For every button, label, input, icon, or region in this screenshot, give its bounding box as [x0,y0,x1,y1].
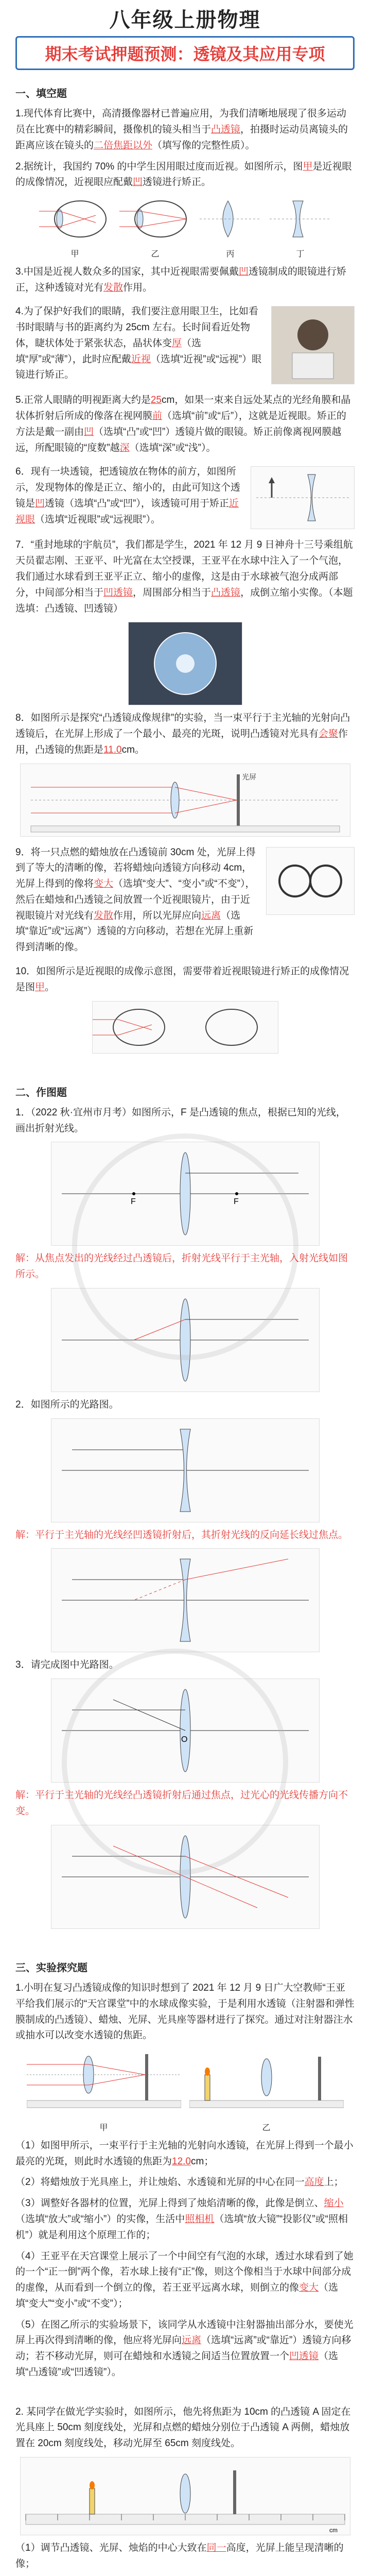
exp1-p5-answer-2: 凹透镜 [289,2351,319,2362]
exp1-fig-b [189,2049,344,2116]
question-6 [15,464,242,528]
exp2-p1-answer: 同一 [206,2542,226,2553]
q8-text-3: cm。 [121,744,145,755]
exp1-p3-text-e: （选填“放大镜”“投影仪”或“照相机”）就是利用这个原理工作的； [15,2213,348,2241]
draw2-lens-figure [51,1418,320,1522]
q7-text-3: ，成倒立缩小实像。（本题选填：凸透镜、凹透镜） [15,587,353,614]
draw3-answer-figure [51,1825,320,1929]
q7-text-2: ，周围部分相当于 [133,587,212,598]
q2-fig-a [39,196,111,261]
lens-diagram-c [200,196,261,242]
question-3 [15,264,355,296]
title-wrap [0,0,370,36]
exp1-p1-answer: 12.0 [172,2156,191,2167]
q4-text-1: 4.为了保护好我们的眼睛，我们要注意用眼卫生，比如看书时眼睛与书的距离约为 25cm 左右。长时间看近处物体，睫状体处于紧张状态，晶状体变 [15,306,258,349]
q2-fig-label-b: 乙 [151,249,160,259]
draw1-answer: 解：从焦点发出的光线经过凸透镜后，折射光线平行于主光轴，入射光线如图所示。 [15,1253,348,1280]
draw2-answer: 解：平行于主光轴的光线经凹透镜折射后，其折射光线的反向延长线过焦点。 [15,1529,348,1540]
q3-text-3: 作用。 [123,282,153,293]
exp2-optical-bench [20,2457,350,2535]
q3-answer-2: 发散 [103,282,124,293]
q5-text-3: （选填“前”或“后”），这就是近视眼。矫正的方法是戴一副由 [15,411,346,437]
q2-fig-label-d: 丁 [296,249,305,259]
draw2-answer-figure [51,1548,320,1652]
exp1-p3-text-c: （选填“放大”或“缩小”）的实像，生活中 [15,2213,185,2225]
reading-photo [271,306,355,384]
exp1-intro: 1.小明在复习凸透镜成像的知识时想到了 2021 年 12 月 9 日广大空教师“王亚平给我们展示的“天宫课堂”中的水球成像实验，于是利用水透镜（注射器和弹性膜制成的凸透镜）、蜡烛、光屏、光具座等器材进行了探究。通过对注射器注水或抽水可以改变水透镜的焦距。 [15,1982,355,2041]
exp1-p5-text-e: （选填“凸透镜”或“凹透镜”）。 [15,2351,339,2378]
q9-text-1: 9．将一只点燃的蜡烛放在凸透镜前 30cm 处，光屏上得到了等大的清晰的像，若将蜡烛向透镜方向移动 4cm，光屏上得到的像将 [15,846,256,890]
q9-text-4: （选填“靠近”或“远离”）透镜的方向移动，若想在光屏上重新得到清晰的像。 [15,910,254,953]
exp1-p4-text-a: （4）王亚平在天宫课堂上展示了一个中间空有气泡的水球，透过水球看到了她的一个“正一倒”两个像，若水球上接有“正”像，则这个像相当于水球中间部分成的虚像，从而看到一个倒立的像，若王亚平远离水球，则倒立的像 [15,2250,354,2294]
q5-answer-4: 深 [119,442,130,453]
q2-answer-1: 甲 [303,161,313,172]
water-ball-photo [128,622,242,705]
q1-answer-2: 二倍焦距以外 [94,140,153,151]
q4-answer-2: 近视 [131,353,151,365]
exp1-p3-answer-2: 照相机 [185,2213,215,2225]
q2-text-2: 是近视眼的成像情况，近视眼应配戴 [15,161,352,188]
q9-answer-3: 远离 [201,910,221,921]
exp1-p4-answer: 变大 [299,2282,319,2294]
q4-answer-1: 厚 [172,337,182,349]
lens-diagram-d [270,196,331,242]
question-1 [15,106,355,154]
light-screen-label-q8: 光屏 [241,772,256,781]
exp2-part-1 [15,2540,355,2572]
q6-text-1: 6．现有一块透镜，把透镜放在物体的前方，如图所示，发现物体的像是正立、缩小的，由此可知这个透镜是 [15,466,241,510]
q9-text-2: （选填“变大”、“变小”或“不变”），然后在蜡烛和凸透镜之间放置一个近视眼镜片，由于近视眼镜片对光线有 [15,878,255,921]
question-7 [15,537,355,617]
exp1-part-4 [15,2249,355,2312]
q6-answer-2: 近视眼 [15,498,239,525]
spacer-3 [15,2386,355,2401]
draw1-lens-figure [51,1142,320,1246]
exp2-p1-text-c: 高度，光屏上能呈现清晰的像； [15,2542,344,2569]
q6-answer-1: 凹 [35,498,45,510]
q10-eye-figure [92,1001,278,1054]
q9-answer-2: 发散 [94,910,114,921]
section-fill: 一、填空题 [15,88,67,99]
q5-answer-2: 前 [152,411,163,422]
q5-text-2: cm，如果一束来自远处某点的光经角膜和晶状体折射后所成的像落在视网膜 [15,395,351,422]
q2-figure-row [15,196,355,261]
q1-answer-1: 凸透镜 [211,124,241,135]
exp1-fig-b-label: 乙 [262,2124,271,2132]
q3-text-2: 透镜制成的眼镜进行矫正，这种透镜对光有 [15,266,346,293]
q7-answer-1: 凹透镜 [103,587,133,598]
q8-answer-2: 11.0 [103,744,122,755]
q9-text-3: 作用，所以光屏应向 [113,910,202,921]
q1-text-2: ，拍摄时运动员离镜头的距离应该在镜头的 [15,124,348,151]
q3-text-1: 3.中国是近视人数众多的国家，其中近视眼需要佩戴 [15,266,239,277]
eye-diagram-b [119,196,191,242]
q7-text-1: 7．“重封地球的宇航员”，我们都是学生，2021 年 12 月 9 日神舟十三号乘组航天员翟志刚、王亚平、叶光富在太空授课，王亚平在水球中注入了一个气泡，我们通过水球看到王亚平正立、缩小的虚像，这是由于水球被气泡分成两部分，中间部分相当于 [15,539,353,598]
q5-answer-3: 凹 [84,426,94,437]
q5-text-1: 5.正常人眼睛的明视距离大约是 [15,395,151,406]
q8-answer-1: 会聚 [319,728,339,740]
q6-text-3: （选填“近视眼”或“远视眼”）。 [35,514,161,525]
exp1-p2-answer: 高度 [304,2177,324,2188]
q4-text-2: （选填“厚”或“薄”），此时应配戴 [15,337,202,365]
q8-text-1: 8．如图所示是探究“凸透镜成像规律”的实验，当一束平行于主光轴的光射向凸透镜后，在光屏上形成了一个最小、最亮的光斑，说明凸透镜对光具有 [15,713,350,740]
glasses-figure [266,847,355,915]
q2-fig-d [270,196,331,261]
q10-text-2: 。 [45,981,55,993]
exp1-p3-text-a: （3）调整好各器材的位置，光屏上得到了烛焰清晰的像，此像是倒立、 [15,2198,324,2209]
q1-text-3: （填写像的完整性质）。 [152,140,255,151]
content [0,70,370,2576]
optical-bench-q8 [20,764,350,837]
question-8 [15,710,355,758]
exp1-p2-text-a: （2）将蜡烛放于光具座上，并让烛焰、水透镜和光屏的中心在同一 [15,2177,305,2188]
exp1-part-5 [15,2317,355,2381]
exp1-p5-answer-1: 远离 [182,2335,202,2346]
exp2-p1-text-a: （1）调节凸透镜、光屏、烛焰的中心大致在 [15,2542,207,2553]
q1-text-1: 1.现代体育比赛中，高清摄像器材已普遍应用，为我们清晰地展现了很多运动员在比赛中的精彩瞬间，摄像机的镜头相当于 [15,108,346,135]
section-draw: 二、作图题 [15,1087,67,1098]
exp1-p5-text-a: （5）在图乙所示的实验场景下，该同学从水透镜中注射器抽出部分水，要使光屏上再次得到清晰的像，他应将光屏向 [15,2319,354,2346]
exp1-part-3 [15,2196,355,2243]
exp1-p4-text-c: （选填“变大”“变小”或“不变”）； [15,2282,339,2309]
q9-row [15,842,355,961]
draw3-answer: 解：平行于主光轴的光线经凸透镜折射后通过焦点，过光心的光线传播方向不变。 [15,1790,348,1817]
q2-fig-c [200,196,261,261]
draw1-focus-right: F [233,1197,239,1207]
draw-question-2: 2．如图所示的光路图。 [15,1399,119,1410]
draw-question-3: 3．请完成图中光路图。 [15,1659,119,1671]
eye-diagram-a [39,196,111,242]
exp1-p3-answer-1: 缩小 [324,2198,344,2209]
q2-answer-2: 凹 [133,177,143,188]
q4-row [15,301,355,389]
exp1-p2-text-c: 上； [324,2177,344,2188]
q9-answer-1: 变大 [94,878,114,890]
draw3-optical-center: O [181,1735,187,1744]
question-10 [15,964,355,996]
exp1-part-2 [15,2175,355,2191]
q3-answer-1: 凹 [238,266,249,277]
q2-fig-b [119,196,191,261]
exp1-fig-a-label: 甲 [99,2124,108,2132]
exp1-fig-a [27,2049,181,2116]
ruler-unit: cm [329,2526,338,2534]
page-title: 八年级上册物理 [109,8,261,31]
q2-text-1: 2.据统计，我国约 70% 的中学生因用眼过度而近视。如图所示，图 [15,161,303,172]
q8-text-2: 作用，凸透镜的焦距是 [15,728,348,755]
banner [15,36,355,70]
q10-text-1: 10．如图所示是近视眼的成像示意图，需要带着近视眼镜进行矫正的成像情况是图 [15,965,349,993]
spacer-2 [15,1934,355,1955]
question-4 [15,304,262,383]
q2-text-3: 透镜进行矫正。 [143,177,212,188]
question-5 [15,393,355,456]
spacer-1 [15,1059,355,1079]
q6-row [15,461,355,534]
exp2-intro: 2. 某同学在做光学实验时，如图所示，他先将焦距为 10cm 的凸透镜 A 固定在光具座上 50cm 刻度线处，光屏和点燃的蜡烛分别位于凸透镜 A 两侧，蜡烛放置在 20cm 刻度线处，移动光屏至 65cm 刻度线处。 [15,2406,351,2449]
exp1-p1-text-c: cm； [191,2156,214,2167]
exp1-p1-text-a: （1）如图甲所示，一束平行于主光轴的光射向水透镜，在光屏上得到一个最小最亮的光斑，则此时水透镜的焦距为 [15,2140,354,2167]
q10-answer-1: 甲 [35,981,45,993]
exp1-figure-row [15,2049,355,2135]
draw3-lens-figure [51,1679,320,1783]
q2-fig-label-a: 甲 [71,249,79,259]
question-9 [15,845,257,956]
exp1-part-1 [15,2138,355,2170]
exp1-fig-a-wrap [27,2049,181,2135]
q7-answer-2: 凸透镜 [211,587,241,598]
q4-text-3: （选填“近视”或“远视”）眼镜进行矫正。 [15,353,262,381]
draw1-focus-left: F [130,1197,136,1207]
q5-text-5: （选填“深”或“浅”）。 [129,442,216,453]
draw1-answer-figure [51,1288,320,1392]
exp1-p5-text-c: （选填“远离”或“靠近”）透镜方向移动；若不移动光屏，则可在蜡烛和水透镜之间适当位置放置一个 [15,2335,351,2362]
q5-text-4: （选填“凸”或“凹”）透镜片做的眼镜。矫正前像离视网膜越远，所配眼镜的“度数”越 [15,426,342,453]
question-2 [15,159,355,191]
banner-text: 期末考试押题预测：透镜及其应用专项 [45,45,325,63]
q2-fig-label-c: 丙 [226,249,235,259]
exp1-fig-b-wrap [189,2049,344,2135]
q5-answer-1: 25 [150,395,162,406]
section-exp: 三、实验探究题 [15,1962,87,1974]
q6-text-2: 透镜（选填“凸”或“凹”），该透镜可用于矫正 [45,498,229,510]
draw-question-1: 1．（2022 秋·宜州市月考）如图所示，F 是凸透镜的焦点，根据已知的光线，画出折射光线。 [15,1107,346,1134]
q6-lens-figure [251,466,355,529]
